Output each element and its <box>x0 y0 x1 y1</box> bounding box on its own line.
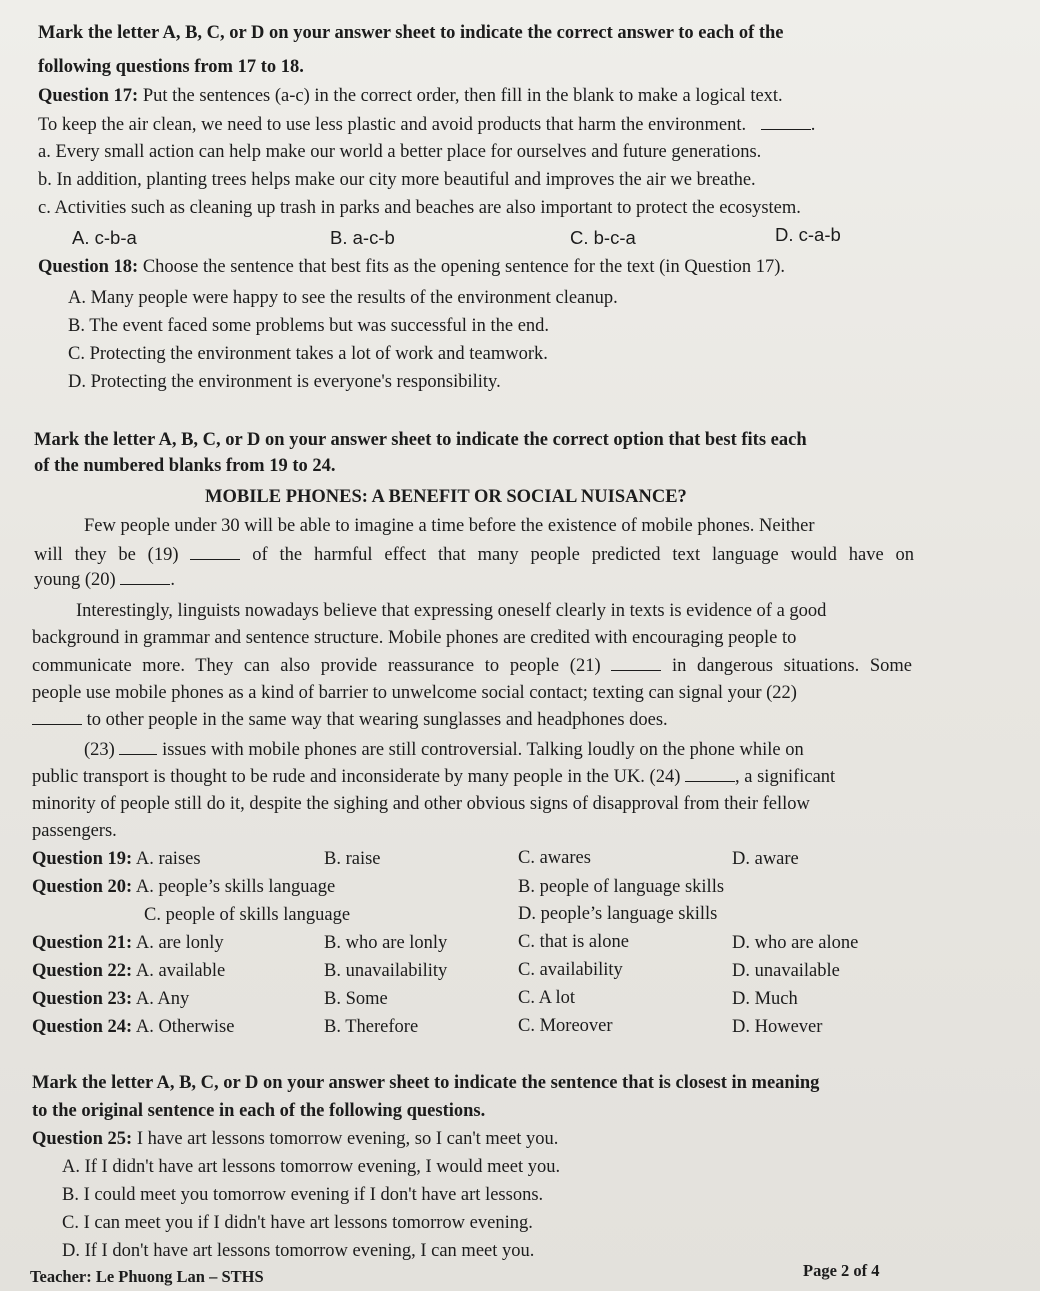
passage-text: public transport is thought to be rude and inconsiderate by many people in the UK. (24) <box>32 767 681 787</box>
q24-option-b[interactable]: B. Therefore <box>324 1017 419 1037</box>
question-25-prompt <box>32 1128 558 1150</box>
passage-text: in dangerous situations. Some <box>671 656 912 676</box>
blank-24 <box>685 765 735 782</box>
q20-option-c[interactable]: C. people of skills language <box>144 905 351 925</box>
q19-option-b[interactable]: B. raise <box>324 849 381 869</box>
section1-instruction-line1: Mark the letter A, B, C, or D on your answer sheet to indicate the correct answer to each of the <box>38 23 784 43</box>
q18-option-c[interactable]: C. Protecting the environment takes a lot of work and teamwork. <box>68 344 548 364</box>
q18-option-b[interactable]: B. The event faced some problems but was successful in the end. <box>68 316 550 336</box>
q24-option-a[interactable]: A. Otherwise <box>135 1017 235 1037</box>
q25-option-c[interactable]: C. I can meet you if I didn't have art lessons tomorrow evening. <box>62 1213 533 1233</box>
q23-option-b[interactable]: B. Some <box>324 989 388 1009</box>
passage-p2-line4: people use mobile phones as a kind of barrier to unwelcome social contact; texting can signal your (22) <box>32 683 797 703</box>
q17-option-a[interactable]: A. c-b-a <box>72 227 137 248</box>
passage-p3-line4: passengers. <box>32 821 117 841</box>
passage-title: MOBILE PHONES: A BENEFIT OR SOCIAL NUISANCE? <box>205 487 687 507</box>
question-18-prompt <box>38 256 785 278</box>
q18-option-a[interactable]: A. Many people were happy to see the results of the environment cleanup. <box>68 288 618 308</box>
blank-19 <box>190 543 240 560</box>
passage-p3-line2 <box>32 765 835 788</box>
blank-21 <box>611 654 661 671</box>
q23-option-c[interactable]: C. A lot <box>518 988 576 1008</box>
passage-p3-line3: minority of people still do it, despite the sighing and other obvious signs of disapproval from their fellow <box>32 794 810 814</box>
question-19-label <box>32 848 201 870</box>
blank-22 <box>32 708 82 725</box>
q22-option-a[interactable]: A. available <box>135 961 226 981</box>
passage-p1-line2 <box>34 543 914 566</box>
section3-instruction-line2: to the original sentence in each of the following questions. <box>32 1101 486 1121</box>
q20-option-a[interactable]: A. people’s skills language <box>135 877 336 897</box>
section3-instruction-line1: Mark the letter A, B, C, or D on your answer sheet to indicate the sentence that is closest in meaning <box>32 1073 820 1093</box>
passage-text: issues with mobile phones are still controversial. Talking loudly on the phone while on <box>162 740 804 760</box>
passage-text: , a significant <box>735 767 836 787</box>
question-21-label-text: Question 21: <box>32 933 133 953</box>
question-22-label-text: Question 22: <box>32 961 133 981</box>
question-19-label-text: Question 19: <box>32 849 133 869</box>
q24-option-d[interactable]: D. However <box>732 1017 823 1037</box>
q17-option-d[interactable]: D. c-a-b <box>775 224 841 245</box>
q20-option-d[interactable]: D. people’s language skills <box>518 904 718 924</box>
passage-text: young (20) <box>34 570 116 590</box>
sentence-b: b. In addition, planting trees helps make our city more beautiful and improves the air we breathe. <box>38 170 756 190</box>
q17-option-b[interactable]: B. a-c-b <box>330 227 395 248</box>
passage-p3-line1 <box>84 738 804 761</box>
question-23-label-text: Question 23: <box>32 989 133 1009</box>
q23-option-a[interactable]: A. Any <box>135 989 190 1009</box>
passage-p2-line2: background in grammar and sentence structure. Mobile phones are credited with encouraging people to <box>32 628 797 648</box>
q18-option-d[interactable]: D. Protecting the environment is everyone's responsibility. <box>68 372 501 392</box>
question-22-label <box>32 960 225 982</box>
answer-blank <box>761 113 811 130</box>
blank-20 <box>120 568 170 585</box>
blank-23 <box>119 738 157 755</box>
section2-instruction-line2: of the numbered blanks from 19 to 24. <box>34 456 336 476</box>
q24-option-c[interactable]: C. Moreover <box>518 1016 613 1036</box>
question-17-prompt <box>38 85 783 107</box>
q21-option-a[interactable]: A. are lonly <box>135 933 224 953</box>
q17-option-c[interactable]: C. b-c-a <box>570 227 636 248</box>
question-18-label: Question 18: <box>38 257 139 277</box>
q22-option-c[interactable]: C. availability <box>518 960 623 980</box>
q21-option-b[interactable]: B. who are lonly <box>324 933 448 953</box>
passage-p2-line1: Interestingly, linguists nowadays believe that expressing oneself clearly in texts is evidence of a good <box>76 601 827 621</box>
question-24-label-text: Question 24: <box>32 1017 133 1037</box>
footer-teacher: Teacher: Le Phuong Lan – STHS <box>30 1267 264 1286</box>
question-17-label: Question 17: <box>38 86 139 106</box>
q20-option-b[interactable]: B. people of language skills <box>518 877 725 897</box>
question-20-label-text: Question 20: <box>32 877 133 897</box>
passage-text: will they be (19) <box>34 545 179 565</box>
passage-p1-line1: Few people under 30 will be able to imagine a time before the existence of mobile phones. Neither <box>84 516 815 536</box>
q25-option-a[interactable]: A. If I didn't have art lessons tomorrow evening, I would meet you. <box>62 1157 561 1177</box>
passage-p2-line5 <box>32 708 668 731</box>
q22-option-d[interactable]: D. unavailable <box>732 961 840 981</box>
question-18-text: Choose the sentence that best fits as the opening sentence for the text (in Question 17). <box>142 257 786 277</box>
question-24-label <box>32 1016 234 1038</box>
passage-text: (23) <box>84 740 115 760</box>
question-25-label: Question 25: <box>32 1129 133 1149</box>
q25-option-d[interactable]: D. If I don't have art lessons tomorrow evening, I can meet you. <box>62 1241 535 1261</box>
question-20-label <box>32 876 335 898</box>
passage-text: . <box>170 570 175 590</box>
section1-instruction-line2: following questions from 17 to 18. <box>38 57 304 77</box>
question-17-context-text: To keep the air clean, we need to use less plastic and avoid products that harm the environment. <box>38 115 747 135</box>
q21-option-c[interactable]: C. that is alone <box>518 932 629 952</box>
question-23-label <box>32 988 189 1010</box>
passage-text: communicate more. They can also provide reassurance to people (21) <box>32 656 601 676</box>
question-17-context: To keep the air clean, we need to use less plastic and avoid products that harm the environment. . <box>38 115 816 135</box>
q25-option-b[interactable]: B. I could meet you tomorrow evening if I don't have art lessons. <box>62 1185 544 1205</box>
passage-p2-line3 <box>32 654 912 677</box>
section2-instruction-line1: Mark the letter A, B, C, or D on your answer sheet to indicate the correct option that best fits each <box>34 430 807 450</box>
question-25-text: I have art lessons tomorrow evening, so I can't meet you. <box>136 1129 559 1149</box>
question-17-text: Put the sentences (a-c) in the correct order, then fill in the blank to make a logical text. <box>142 86 783 106</box>
q21-option-d[interactable]: D. who are alone <box>732 933 859 953</box>
q19-option-a[interactable]: A. raises <box>135 849 201 869</box>
question-21-label <box>32 932 224 954</box>
passage-text: of the harmful effect that many people predicted text language would have on <box>252 545 915 565</box>
sentence-c: c. Activities such as cleaning up trash in parks and beaches are also important to protect the ecosystem. <box>38 198 801 218</box>
footer-page-number: Page 2 of 4 <box>803 1261 880 1280</box>
q22-option-b[interactable]: B. unavailability <box>324 961 448 981</box>
q19-option-d[interactable]: D. aware <box>732 849 799 869</box>
passage-text: to other people in the same way that wearing sunglasses and headphones does. <box>86 710 668 730</box>
q19-option-c[interactable]: C. awares <box>518 848 591 868</box>
passage-p1-line3 <box>34 568 175 591</box>
sentence-a: a. Every small action can help make our world a better place for ourselves and future generations. <box>38 142 762 162</box>
q23-option-d[interactable]: D. Much <box>732 989 798 1009</box>
